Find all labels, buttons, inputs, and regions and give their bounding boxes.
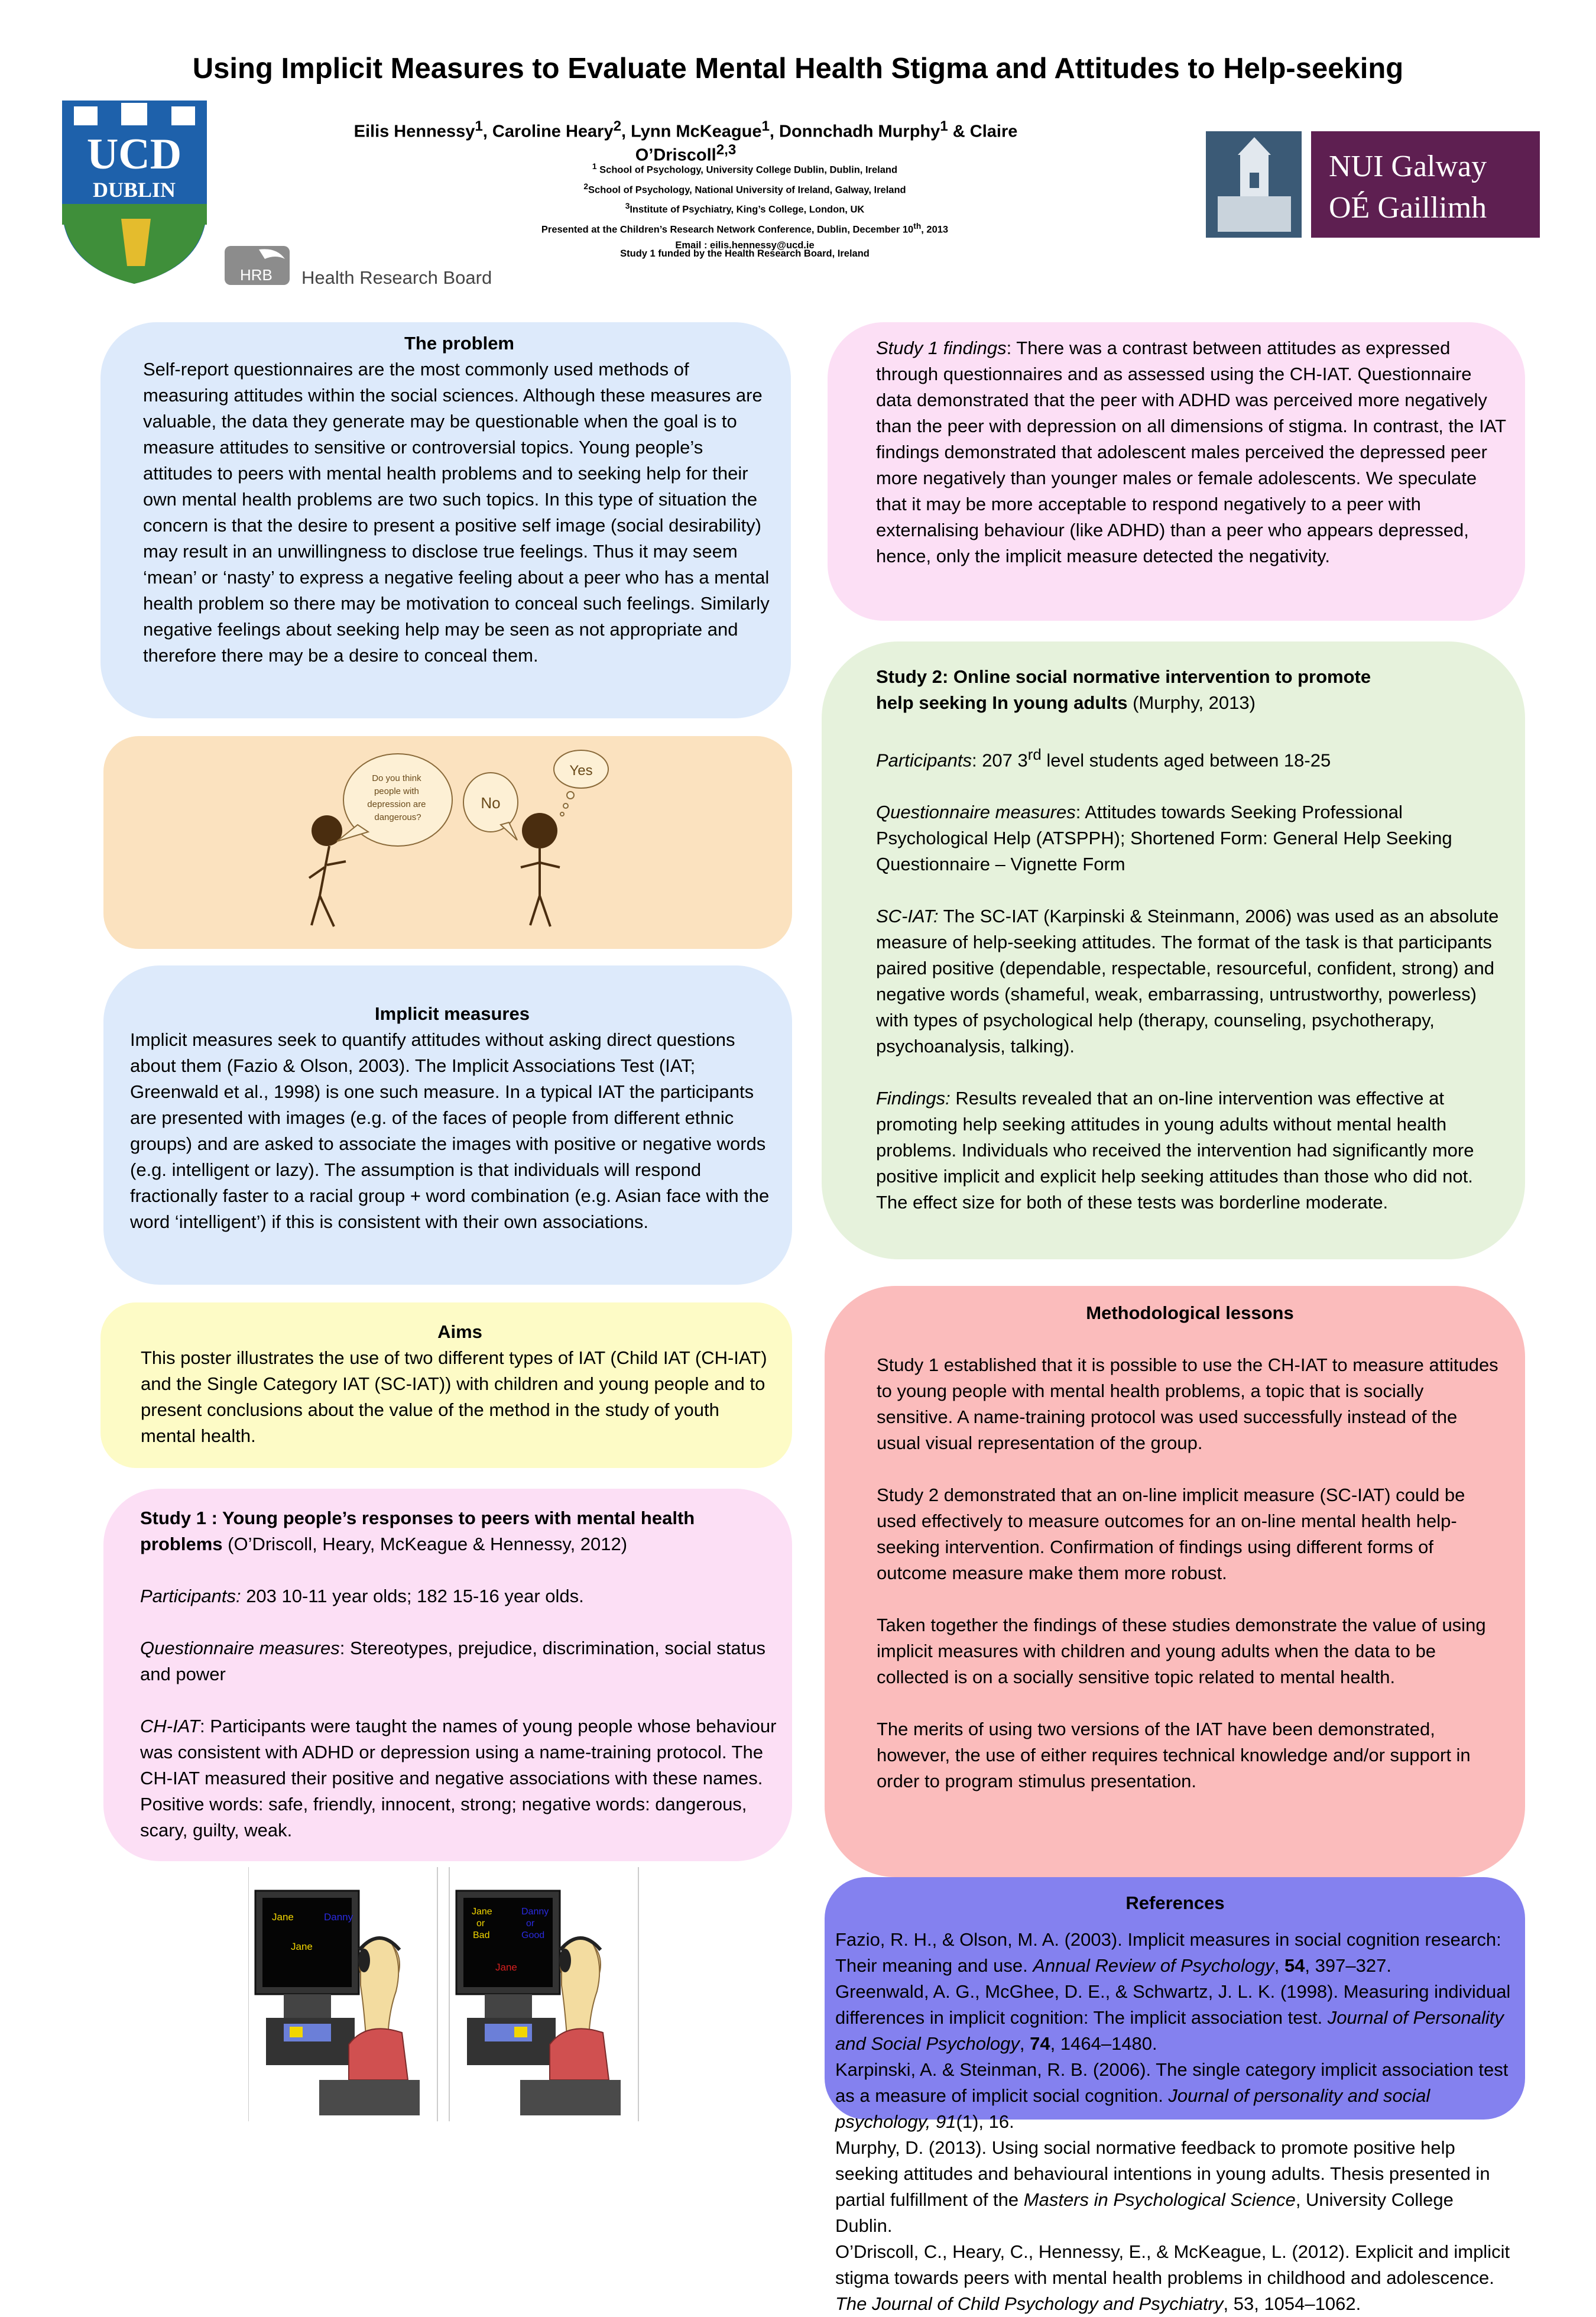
svg-text:Danny: Danny (521, 1907, 549, 1917)
reference-item: Murphy, D. (2013). Using social normative feedback to promote positive help seeking attitudes and behavioural intentions in young adults. Thesis presented in partial fulfillment of the Masters in Psychological Science, University College Dublin. (835, 2137, 1490, 2236)
funding-note: Study 1 funded by the Health Research Board, Ireland (620, 248, 870, 259)
cartoon-panel (103, 736, 792, 949)
lessons-heading: Methodological lessons (1086, 1302, 1294, 1323)
monitor-left (255, 1891, 359, 2065)
lessons-panel (825, 1286, 1525, 1877)
author-list: Eilis Hennessy$^1$, Caroline Heary$^2$, Lynn McKeague$^1$, Donnchadh Murphy$^1$ & Claire O’Driscoll$^{2,3}$ (353, 118, 1018, 165)
question-text: Do you think people with depression are dangerous? (367, 773, 426, 822)
reference-item: O’Driscoll, C., Heary, C., Hennessy, E., & McKeague, L. (2012). Explicit and implicit stigma towards peers with mental health problems in childhood and adolescence. The Journal of Child Psychology and Psychiatry, 53, 1054–1062. (835, 2241, 1510, 2314)
study1-findings-text: Study 1 findings: There was a contrast between attitudes as expressed through questionnaires and as assessed using the CH-IAT. Questionnaire data demonstrated that the peer with ADHD was perceived more negatively than the peer with depression on all dimensions of stigma. In contrast, the IAT findings demonstrated that adolescent males perceived the depressed peer more negatively than younger males or female adolescents. We speculate that it may be more acceptable to respond negatively to a peer with externalising behaviour (like ADHD) than a peer who appears depressed, hence, only the implicit measure detected the negativity. (876, 338, 1506, 566)
study1-participants: Participants: 203 10-11 year olds; 182 15-16 year olds. (140, 1586, 584, 1606)
references-heading: References (1125, 1893, 1225, 1913)
author: Lynn McKeague (631, 122, 762, 141)
study1-questionnaire: Questionnaire measures: Stereotypes, prejudice, discrimination, social status and power (140, 1638, 765, 1684)
affiliation-1: $^1$ School of Psychology, University College Dublin, Dublin, Ireland (592, 162, 898, 176)
reference-item: Greenwald, A. G., McGhee, D. E., & Schwartz, J. L. K. (1998). Measuring individual differences in implicit cognition: The implicit association test. Journal of Personality and Social Psychology, 74, 1464–1480. (835, 1981, 1511, 2054)
study2-participants: Participants: 207 3rd level students aged between 18-25 (876, 747, 1331, 771)
svg-text:Jane: Jane (291, 1941, 313, 1952)
aims-heading: Aims (437, 1321, 482, 1342)
study1-heading: Study 1 : Young people’s responses to peers with mental health problems (O’Driscoll, Heary, McKeague & Hennessy, 2012) (140, 1508, 695, 1554)
references-panel (825, 1877, 1525, 2314)
svg-text:Jane: Jane (272, 1911, 294, 1923)
poster-title: Using Implicit Measures to Evaluate Mental Health Stigma and Attitudes to Help-seeking (192, 53, 1404, 85)
svg-text:No: No (481, 794, 501, 812)
author: Caroline Heary (492, 122, 614, 141)
study2-questionnaire: Questionnaire measures: Attitudes towards Seeking Professional Psychological Help (ATSPPH); Shortened Form: General Help Seeking Questionnaire – Vignette Form (876, 802, 1452, 875)
stick-figure-right (521, 813, 560, 926)
implicit-heading: Implicit measures (375, 1003, 530, 1024)
svg-text:or: or (476, 1919, 485, 1929)
implicit-text: Implicit measures seek to quantify attitudes without asking direct questions about them (Fazio & Olson, 2003). The Implicit Associations Test (IAT; Greenwald et al., 1998) is one such measure. In a typical IAT the participants are presented with images (e.g. of the faces of people from different ethnic groups) and are asked to associate the images with positive or negative words (e.g. intelligent or lazy). The assumption is that individuals will respond fractionally faster to a racial group + word combination (e.g. Asian face with the word ‘intelligent’) if this is consistent with their own associations. (130, 1029, 770, 1232)
study1-findings-panel (828, 322, 1525, 621)
iat-screen-illustrations (248, 1867, 662, 2121)
monitor-right (456, 1891, 560, 2065)
study1-panel (103, 1489, 792, 1861)
yes-thought-bubble (554, 750, 608, 816)
svg-text:Good: Good (521, 1930, 545, 1940)
author: Donnchadh Murphy (779, 122, 940, 141)
lessons-paragraph: Taken together the findings of these studies demonstrate the value of using implicit measures with children and young adults when the data to be collected is on a socially sensitive topic related to mental health. (877, 1615, 1486, 1687)
svg-text:Jane: Jane (472, 1907, 492, 1917)
affiliation-2: $^2$School of Psychology, National University of Ireland, Galway, Ireland (583, 182, 906, 195)
author: Claire O’Driscoll (635, 122, 1018, 165)
study2-findings: Findings: Results revealed that an on-line intervention was effective at promoting help seeking attitudes in young adults without mental health problems. Individuals who received the intervention had significantly more positive implicit and explicit help seeking attitudes than those who did not. The effect size for both of these tests was borderline moderate. (876, 1088, 1474, 1213)
stick-figure-cartoon (103, 736, 792, 949)
lessons-paragraph: Study 1 established that it is possible to use the CH-IAT to measure attitudes to young people with mental health problems, a topic that is socially sensitive. A name-training protocol was used successfully instead of the usual visual representation of the group. (877, 1354, 1498, 1453)
problem-heading: The problem (404, 333, 514, 354)
affiliation-3: $^3$Institute of Psychiatry, King’s College, London, UK (625, 202, 865, 215)
problem-panel (100, 322, 791, 718)
implicit-measures-panel (103, 965, 792, 1285)
ucd-logo (56, 89, 213, 287)
affiliations (449, 158, 1040, 254)
aims-text: This poster illustrates the use of two different types of IAT (Child IAT (CH-IAT) and the Single Category IAT (SC-IAT)) with children and young people and to present conclusions about the value of the method in the study of youth mental health. (141, 1347, 767, 1446)
hrb-name: Health Research Board (301, 267, 492, 288)
email-line: Email : eilis.hennessy@ucd.ie (675, 240, 815, 251)
svg-text:Bad: Bad (473, 1930, 490, 1940)
study1-chiat: CH-IAT: Participants were taught the names of young people whose behaviour was consistent with ADHD or depression using a name-training protocol. The CH-IAT measured their positive and negative associations with these names. Positive words: safe, friendly, innocent, strong; negative words: dangerous, scary, guilty, weak. (140, 1716, 777, 1840)
svg-text:DUBLIN: DUBLIN (92, 178, 176, 202)
study2-panel (822, 641, 1525, 1259)
study2-heading: Study 2: Online social normative intervention to promote help seeking In young adults (Murphy, 2013) (876, 666, 1371, 713)
svg-text:HRB: HRB (240, 266, 273, 284)
study2-sciat: SC-IAT: The SC-IAT (Karpinski & Steinmann, 2006) was used as an absolute measure of help-seeking attitudes. The format of the task is that participants paired positive (dependable, respectable, resourceful, confident, strong) and negative words (shameful, weak, embarrassing, untrustworthy, powerless) with types of psychological help (therapy, counseling, psychotherapy, psychoanalysis, talking). (876, 906, 1499, 1057)
svg-text:UCD: UCD (86, 130, 182, 179)
stick-figure-left (309, 815, 346, 926)
presented-note: Presented at the Children’s Research Network Conference, Dublin, December 10th, 2013 (541, 221, 949, 235)
lessons-paragraph: Study 2 demonstrated that an on-line implicit measure (SC-IAT) could be used effectively to measure outcomes for an on-line mental health help-seeking intervention. Confirmation of findings using different forms of outcome measure make them more robust. (877, 1485, 1465, 1583)
no-speech-bubble (463, 773, 518, 840)
hrb-logo (223, 241, 519, 289)
nui-galway-logo: NUI Galway OÉ Gaillimh (1206, 131, 1540, 238)
lessons-paragraph: The merits of using two versions of the IAT have been demonstrated, however, the use of either requires technical knowledge and/or support in order to program stimulus presentation. (877, 1719, 1471, 1791)
aims-panel (100, 1302, 792, 1468)
svg-text:Yes: Yes (569, 763, 593, 779)
reference-item: Karpinski, A. & Steinman, R. B. (2006). The single category implicit association test as a measure of implicit social cognition. Journal of personality and social psychology, 91(1), 16. (835, 2059, 1509, 2132)
reference-item: Fazio, R. H., & Olson, M. A. (2003). Implicit measures in social cognition research: Their meaning and use. Annual Review of Psychology, 54, 397–327. (835, 1929, 1501, 1976)
svg-text:Jane: Jane (495, 1962, 517, 1973)
problem-text: Self-report questionnaires are the most commonly used methods of measuring attitudes within the social sciences. Although these measures are valuable, the data they generate may be questionable when the goal is to measure attitudes to sensitive or controversial topics. Young people’s attitudes to peers with mental health problems and to seeking help for their own mental health problems are two such topics. In this type of situation the concern is that the desire to present a positive self image (social desirability) may result in an unwillingness to disclose true feelings. Thus it may seem ‘mean’ or ‘nasty’ to express a negative feeling about a peer who has a mental health problem so there may be motivation to conceal such feelings. Similarly negative feelings about seeking help may be seen as not appropriate and therefore there may be a desire to conceal them. (143, 359, 770, 666)
svg-text:or: or (526, 1919, 535, 1929)
svg-text:Danny: Danny (324, 1911, 353, 1923)
quad-tower-icon (1206, 131, 1302, 238)
author: Eilis Hennessy (353, 122, 475, 141)
